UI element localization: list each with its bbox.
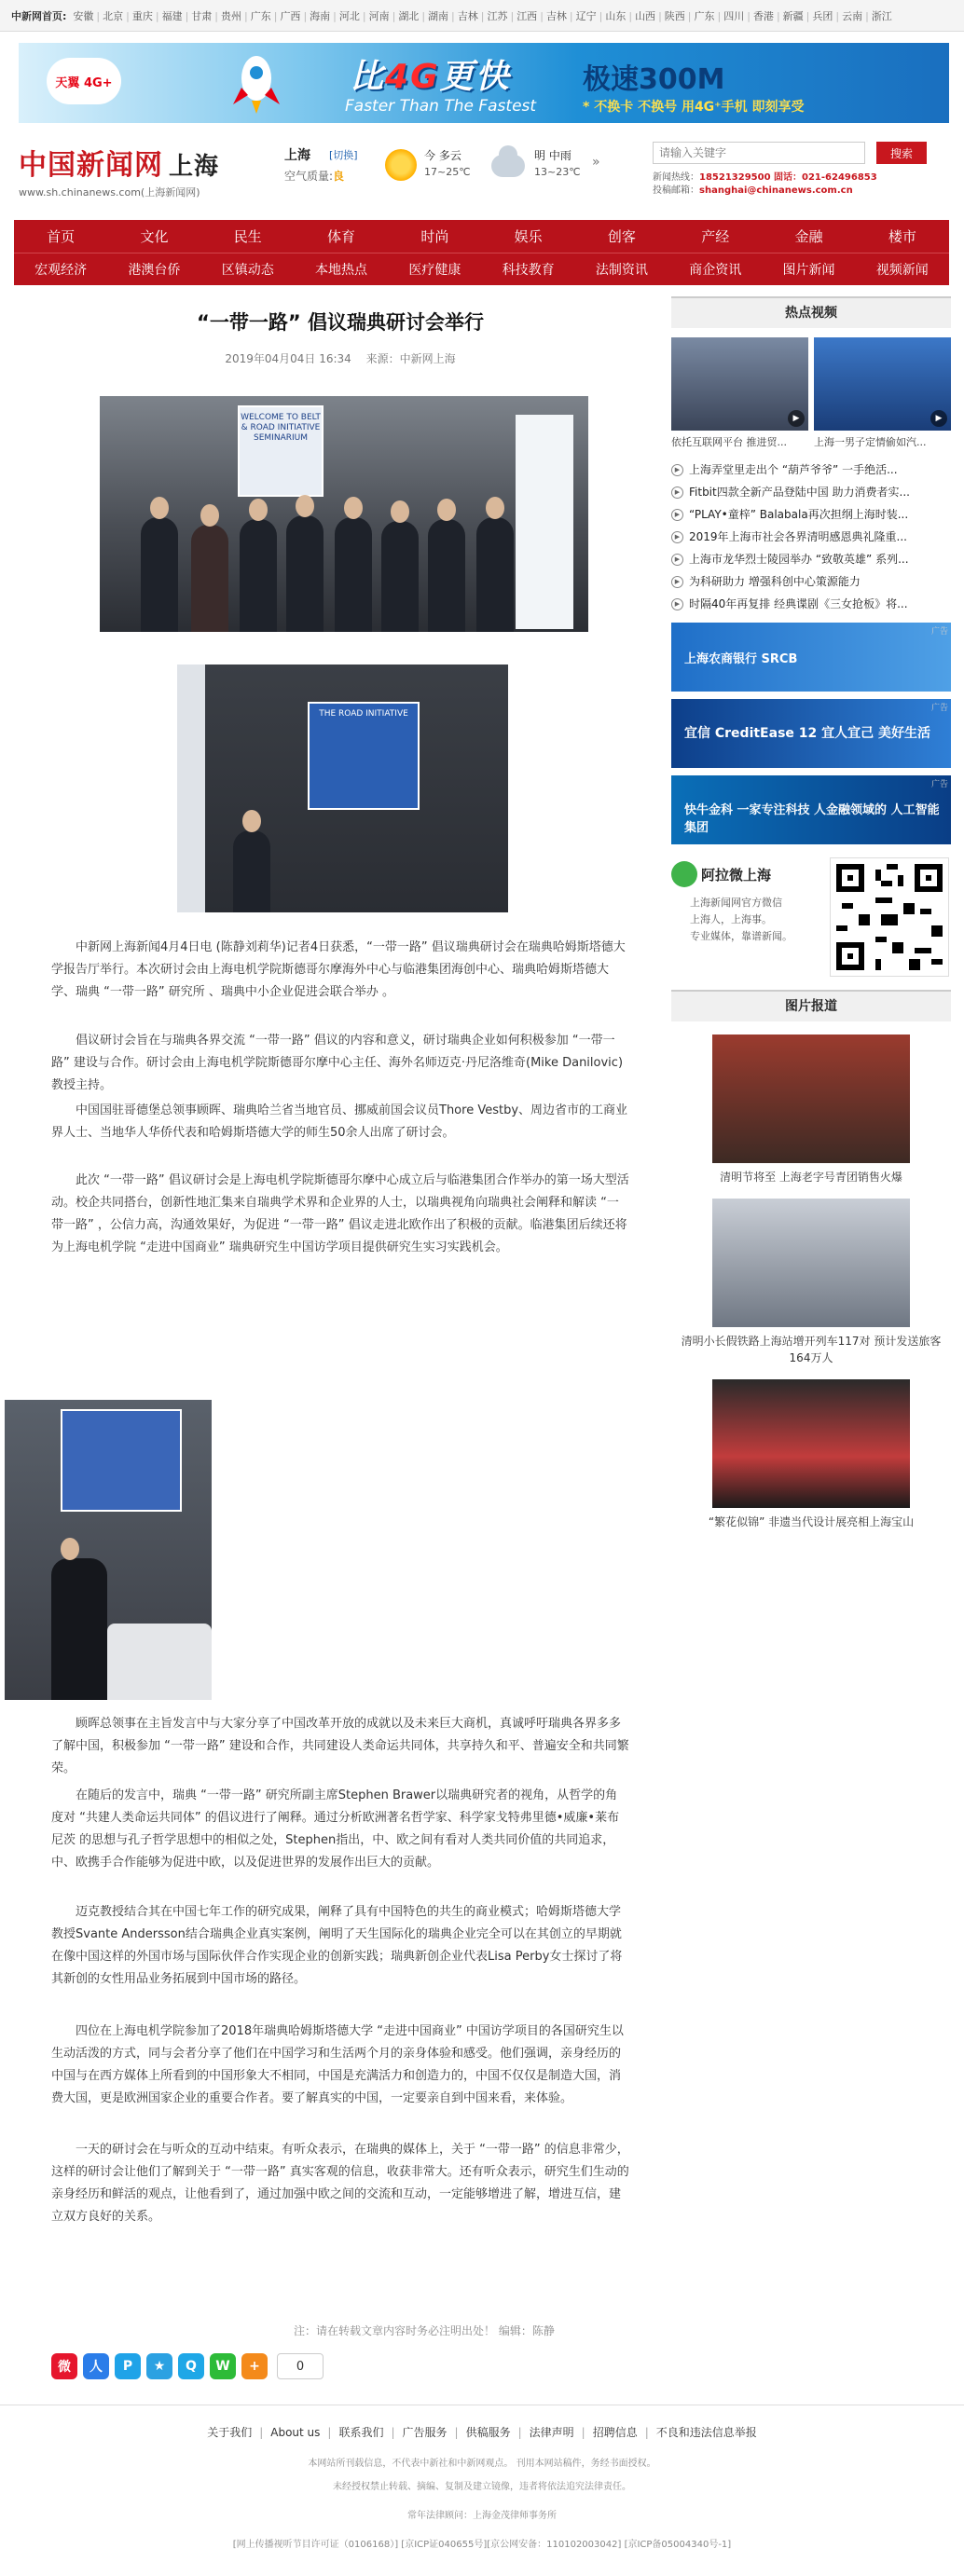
play-icon: ▶	[671, 464, 683, 476]
nav-item[interactable]: 金融	[794, 228, 823, 245]
play-icon: ▶	[788, 410, 805, 427]
weather-city: 上海	[284, 148, 310, 163]
video-item[interactable]	[671, 337, 808, 449]
pic-thumbnail	[712, 1035, 910, 1163]
footer-link[interactable]: 关于我们	[207, 2426, 253, 2439]
video-list-item[interactable]	[671, 503, 951, 526]
nav-item[interactable]: 区镇动态	[221, 263, 274, 278]
tqq-share-icon[interactable]: P	[115, 2353, 141, 2379]
search-button[interactable]: 搜索	[876, 142, 927, 164]
site-footer	[0, 2405, 964, 2550]
video-list-text: 时隔40年再复排 经典谍剧《三女抢板》将...	[689, 597, 908, 610]
city-link[interactable]: 贵州	[221, 9, 241, 22]
footer-link[interactable]: 法律声明	[529, 2426, 574, 2439]
site-logo[interactable]: 中国新闻网 上海 www.sh.chinanews.com(上海新闻网)	[19, 149, 220, 199]
footer-link[interactable]: 招聘信息	[592, 2426, 638, 2439]
nav-row-1	[14, 220, 949, 253]
banner-headline: 比4G更快	[350, 58, 511, 96]
nav-item[interactable]: 商企资讯	[689, 263, 742, 278]
pic-item[interactable]	[671, 1199, 951, 1366]
weather-switch-link[interactable]: [切换]	[329, 149, 358, 161]
speaker	[51, 1558, 107, 1700]
city-link[interactable]: 广西	[280, 9, 301, 22]
city-link[interactable]: 吉林	[457, 9, 478, 22]
person	[335, 517, 372, 632]
video-list-item[interactable]	[671, 570, 951, 593]
city-bar	[0, 0, 964, 32]
article-footnote: 注：请在转载文章内容时务必注明出处！ 编辑：陈静	[294, 2324, 555, 2337]
nav-item[interactable]: 港澳台侨	[128, 263, 181, 278]
weather-today: 今 多云	[424, 149, 461, 162]
pic-caption: 清明小长假铁路上海站增开列车117对 预计发送旅客164万人	[681, 1335, 942, 1364]
footer-license: [网上传播视听节目许可证（0106168）] [京ICP证040655号][京公网安备：110102003042] [京ICP备05004340号-1]	[232, 2540, 732, 2550]
pic-thumbnail	[712, 1199, 910, 1327]
play-icon: ▶	[671, 509, 683, 521]
article	[51, 308, 629, 2375]
article-paragraph: 在随后的发言中，瑞典 “一带一路” 研究所副主席Stephen Brawer以瑞典研究者的视角，从哲学的角度对 “共建人类命运共同体” 的倡议进行了阐释。通过分析欧洲著名哲学家、科学家戈特弗里德•威廉•莱布尼茨 的思想与孔子哲学思想中的相似之处，Stephen指出，中、欧之间有看对人类共同价值的共同追求，中、欧携手合作能够为促进中欧，以及促进世界的发展作出巨大的贡献。	[51, 1788, 620, 1870]
article-paragraph: 四位在上海电机学院参加了2018年瑞典哈姆斯塔德大学 “走进中国商业” 中国访学项目的各国研究生以生动活泼的方式，同与会者分享了他们在中国学习和生活两个月的亲身体验和感受。他们强调，亲身经历的中国与在西方媒体上所看到的中国形象大不相同，中国是充满活力和创造力的，中国不仅仅是制造大国，消费大国，更是欧洲国家企业的重要合作者。要了解真实的中国，一定要亲自到中国来看，来体验。	[51, 2024, 624, 2105]
city-link[interactable]: 山西	[635, 9, 656, 22]
city-link[interactable]: 兵团	[812, 9, 833, 22]
city-link[interactable]: 香港	[752, 9, 774, 22]
play-icon: ▶	[671, 531, 683, 543]
city-link[interactable]: 海南	[310, 9, 331, 22]
search-input[interactable]	[653, 142, 865, 164]
person	[191, 525, 228, 632]
nav-item[interactable]: 医疗健康	[408, 263, 461, 278]
city-link[interactable]: 河北	[338, 9, 360, 22]
footer-copyright: 未经授权禁止转载、摘编、复制及建立镜像，违者将依法追究法律责任。	[333, 2482, 631, 2492]
play-icon: ▶	[671, 576, 683, 588]
srcb-ad[interactable]: 广告 上海农商银行 SRCB	[671, 623, 951, 692]
nav-item[interactable]: 体育	[327, 228, 356, 245]
presentation-screen: THE ROAD INITIATIVE	[308, 702, 420, 810]
banner-subtitle: Faster Than The Fastest	[345, 97, 537, 116]
ad-tag: 广告	[930, 627, 948, 637]
nav-item[interactable]: 视频新闻	[875, 263, 929, 278]
city-link[interactable]: 江西	[516, 9, 538, 22]
video-list-item[interactable]	[671, 526, 951, 548]
telecom-logo: 天翼 4G+	[47, 58, 121, 104]
weather-today-temp: 17~25℃	[424, 166, 471, 178]
city-link[interactable]: 安徽	[73, 9, 94, 22]
rollup-banner	[516, 415, 573, 629]
article-title: “一带一路” 倡议瑞典研讨会举行	[197, 311, 484, 334]
qr-code-icon	[830, 857, 949, 977]
person	[381, 521, 419, 632]
person	[240, 519, 277, 632]
air-quality: 空气质量:良	[284, 170, 345, 183]
nav-item[interactable]: 图片新闻	[782, 263, 835, 278]
rocket-mascot-icon	[214, 50, 298, 116]
person	[476, 517, 514, 632]
video-list	[671, 459, 951, 615]
play-icon: ▶	[671, 598, 683, 610]
city-link[interactable]: 浙江	[871, 9, 892, 22]
chinanews-home-link[interactable]: 中新网首页:	[11, 9, 67, 22]
city-links: 安徽 | 北京 | 重庆 | 福建 | 甘肃 | 贵州 | 广东 | 广西 | 海南 | 河北 | 河南 | 湖北 | 湖南 | 吉林 | 江苏 | 江西 | 吉林 | 辽宁 | 山东 | 山西 | 陕西 | 广东 | 四川 | 香港 | 新疆 | 兵团 | 云南 | 浙江	[73, 9, 892, 22]
nav-item[interactable]: 时尚	[420, 228, 449, 245]
main-nav	[14, 220, 949, 285]
city-link[interactable]: 山东	[605, 9, 627, 22]
person	[141, 517, 178, 632]
nav-item[interactable]: 科技教育	[502, 263, 555, 278]
wechat-promo	[671, 857, 951, 984]
more-share-icon[interactable]: +	[241, 2353, 268, 2379]
article-source: 来源：中新网上海	[365, 352, 456, 365]
consul-speech-photo	[5, 1400, 212, 1700]
city-link[interactable]: 甘肃	[191, 9, 213, 22]
sunny-icon	[385, 149, 417, 181]
search-bar	[653, 142, 913, 164]
nav-item[interactable]: 娱乐	[514, 228, 543, 245]
welcome-screen: WELCOME TO BELT & ROAD INITIATIVE SEMINARIUM	[238, 405, 324, 497]
city-link[interactable]: 吉林	[545, 9, 567, 22]
qzone-share-icon[interactable]: ★	[146, 2353, 172, 2379]
video-caption: 依托互联网平台 推进贸...	[671, 436, 787, 448]
weather-tomorrow: 明 中雨	[534, 149, 572, 162]
video-list-text: 上海市龙华烈士陵园举办 “致敬英雄” 系列...	[689, 553, 909, 566]
ad-tag: 广告	[930, 704, 948, 713]
ad-tag: 广告	[930, 780, 948, 789]
play-icon: ▶	[671, 554, 683, 566]
site-url: www.sh.chinanews.com(上海新闻网)	[19, 186, 200, 199]
weather-more-icon[interactable]: »	[592, 155, 600, 170]
hot-videos	[671, 337, 951, 449]
person	[286, 515, 324, 632]
city-link[interactable]: 广东	[694, 9, 715, 22]
article-paragraph: 中国国驻哥德堡总领事顾晖、瑞典哈兰省当地官员、挪威前国会议员Thore Vestby、周边省市的工商业界人士、当地华人华侨代表和哈姆斯塔德大学的师生50余人出席了研讨会。	[51, 1103, 628, 1140]
pic-reports	[671, 1035, 951, 1530]
footer-link[interactable]: 广告服务	[402, 2426, 448, 2439]
video-list-item[interactable]	[671, 593, 951, 615]
article-paragraph: 此次 “一带一路” 倡议研讨会是上海电机学院斯德哥尔摩中心成立后与临港集团合作举办的第一场大型活动。校企共同搭台，创新性地汇集来自瑞典学术界和企业界的人士，以瑞典视角向瑞典社会阐释和解读 “一带一路” ，公信力高，沟通效果好，为促进 “一带一路” 倡议走进北欧作出了积极的贡献。临港集团后续还将为上海电机学院 “走进中国商业” 瑞典研究生中国访学项目提供研究生实习实践机会。	[51, 1173, 629, 1254]
hot-video-title: 热点视频	[671, 296, 951, 328]
pic-caption: 清明节将至 上海老字号青团销售火爆	[720, 1171, 902, 1184]
renren-share-icon[interactable]: 人	[83, 2353, 109, 2379]
podium	[107, 1624, 212, 1700]
group-photo	[100, 396, 588, 632]
city-link[interactable]: 辽宁	[575, 9, 597, 22]
play-icon: ▶	[930, 410, 947, 427]
pic-report-title: 图片报道	[671, 990, 951, 1021]
article-paragraph: 中新网上海新闻4月4日电 (陈静刘莉华)记者4日获悉，“一带一路” 倡议瑞典研讨会在瑞典哈姆斯塔德大学报告厅举行。本次研讨会由上海电机学院斯德哥尔摩海外中心与临港集团海创中心、瑞典哈姆斯塔德大学、瑞典 “一带一路” 研究所 、瑞典中小企业促进会联合举办 。	[51, 940, 626, 999]
pic-item[interactable]	[671, 1035, 951, 1185]
pic-item[interactable]	[671, 1379, 951, 1530]
weibo-share-icon[interactable]: 微	[51, 2353, 77, 2379]
city-link[interactable]: 湖南	[428, 9, 449, 22]
contact-info: 新闻热线：18521329500 固话：021-62496853 投稿邮箱：shanghai@chinanews.com.cn	[653, 172, 877, 196]
video-list-item[interactable]	[671, 481, 951, 503]
city-link[interactable]: 四川	[723, 9, 745, 22]
pic-caption: “繁花似锦” 非遗当代设计展亮相上海宝山	[708, 1515, 915, 1528]
article-date: 2019年04月04日 16:34	[225, 352, 351, 365]
footer-links: 关于我们 | About us | 联系我们 | 广告服务 | 供稿服务 | 法律声明 | 招聘信息 | 不良和违法信息举报	[207, 2426, 757, 2439]
wechat-icon	[671, 861, 697, 887]
play-icon: ▶	[671, 486, 683, 499]
city-link[interactable]: 北京	[103, 9, 124, 22]
nav-item[interactable]: 法制资讯	[595, 263, 648, 278]
person	[428, 519, 465, 632]
wechat-share-icon[interactable]: W	[210, 2353, 236, 2379]
creditease-ad[interactable]: 广告 宜信 CreditEase 12 宜人宜己 美好生活	[671, 699, 951, 768]
share-count: 0	[277, 2353, 324, 2379]
city-link[interactable]: 云南	[842, 9, 863, 22]
weather-widget	[284, 145, 601, 192]
top-banner-ad[interactable]	[19, 43, 949, 123]
article-paragraph: 迈克教授结合其在中国七年工作的研究成果，阐释了具有中国特色的共生的商业模式；哈姆斯塔德大学教授Svante Andersson结合瑞典企业真实案例，阐明了天生国际化的瑞典企业完全可以在其创立的早期就在像中国这样的外国市场与国际伙伴合作实现企业的创新实践；瑞典新创企业代表Lisa Perby女士探讨了将其新创的女性用品业务拓展到中国市场的路径。	[51, 1905, 623, 1986]
video-list-text: 为科研助力 增强科创中心策源能力	[689, 575, 861, 588]
video-caption: 上海一男子定情偷如汽...	[814, 436, 927, 448]
city-link[interactable]: 湖北	[398, 9, 420, 22]
city-link[interactable]: 江苏	[487, 9, 508, 22]
footer-disclaimer: 本网站所刊载信息，不代表中新社和中新网观点。 刊用本网站稿件，务经书面授权。	[308, 2459, 656, 2469]
video-thumbnail	[671, 337, 808, 431]
city-link[interactable]: 河南	[368, 9, 390, 22]
speaker	[233, 830, 270, 912]
rain-cloud-icon	[491, 155, 525, 177]
presentation-screen	[61, 1409, 182, 1512]
nav-item[interactable]: 民生	[233, 228, 262, 245]
nav-item[interactable]: 宏观经济	[34, 263, 88, 278]
speaker-photo	[177, 665, 508, 912]
kuainiu-ad[interactable]: 广告 快牛金科 一家专注科技 人金融领域的 人工智能集团	[671, 775, 951, 844]
share-bar	[51, 2353, 324, 2379]
footer-legal: 常年法律顾问：上海金茂律师事务所	[407, 2511, 557, 2521]
sidebar	[671, 296, 951, 1530]
site-header	[19, 130, 949, 214]
article-paragraph: 顾晖总领事在主旨发言中与大家分享了中国改革开放的成就以及未来巨大商机，真诚呼吁瑞典各界多多了解中国，积极参加 “一带一路” 建设和合作，共同建设人类命运共同体，共享持久和平、普遍安全和共同繁荣。	[51, 1717, 629, 1775]
footer-link[interactable]: 供稿服务	[465, 2426, 511, 2439]
city-link[interactable]: 广东	[250, 9, 271, 22]
footer-link[interactable]: 联系我们	[338, 2426, 384, 2439]
city-link[interactable]: 新疆	[782, 9, 804, 22]
article-paragraph: 倡议研讨会旨在与瑞典各界交流 “一带一路” 倡议的内容和意义，研讨瑞典企业如何积极参加 “一带一路” 建设与合作。研讨会由上海电机学院斯德哥尔摩中心主任、海外名师迈克·丹尼洛维奇(Mike Danilovic)教授主持。	[51, 1034, 624, 1092]
qq-share-icon[interactable]: Q	[178, 2353, 204, 2379]
article-meta	[51, 350, 629, 366]
video-list-text: Fitbit四款全新产品登陆中国 助力消费者实...	[689, 486, 910, 499]
city-link[interactable]: 陕西	[664, 9, 685, 22]
nav-item[interactable]: 文化	[140, 228, 169, 245]
wechat-account-name: 阿拉微上海	[701, 867, 772, 884]
wechat-description: 上海新闻网官方微信 上海人，上海事。 专业媒体，靠谱新闻。	[690, 897, 792, 942]
video-list-text: 2019年上海市社会各界清明感恩典礼隆重...	[689, 530, 907, 543]
nav-item[interactable]: 首页	[47, 228, 76, 245]
article-paragraph: 一天的研讨会在与听众的互动中结束。有听众表示，在瑞典的媒体上，关于 “一带一路” 的信息非常少，这样的研讨会让他们了解到关于 “一带一路” 真实客观的信息，收获非常大。还有听众表示，研究生们生动的亲身经历和鲜活的观点，让他看到了，通过加强中欧之间的交流和互动，一定能够增进了解，增进互信，建立双方良好的关系。	[51, 2143, 629, 2224]
contact-email-link[interactable]: shanghai@chinanews.com.cn	[699, 185, 853, 196]
video-list-item[interactable]	[671, 459, 951, 481]
video-list-text: “PLAY•童梓” Balabala再次担纲上海时装...	[689, 508, 909, 521]
banner-promo: * 不换卡 不换号 用4G⁺手机 即刻享受	[583, 100, 805, 115]
weather-tomorrow-temp: 13~23℃	[534, 166, 581, 178]
nav-item[interactable]: 产经	[701, 228, 730, 245]
nav-item[interactable]: 创客	[607, 228, 636, 245]
video-item[interactable]	[814, 337, 951, 449]
nav-item[interactable]: 楼市	[888, 228, 916, 245]
nav-item[interactable]: 本地热点	[315, 263, 368, 278]
video-list-item[interactable]	[671, 548, 951, 570]
video-list-text: 上海弄堂里走出个 “葫芦爷爷” 一手绝活...	[689, 463, 898, 476]
banner-speed: 极速300M	[583, 63, 725, 96]
pic-thumbnail	[712, 1379, 910, 1508]
rollup-banner	[177, 665, 205, 912]
nav-row-2	[14, 253, 949, 285]
footer-link[interactable]: 不良和违法信息举报	[655, 2426, 757, 2439]
city-link[interactable]: 重庆	[131, 9, 153, 22]
video-thumbnail	[814, 337, 951, 431]
city-link[interactable]: 福建	[161, 9, 183, 22]
footer-link[interactable]: About us	[270, 2426, 321, 2439]
